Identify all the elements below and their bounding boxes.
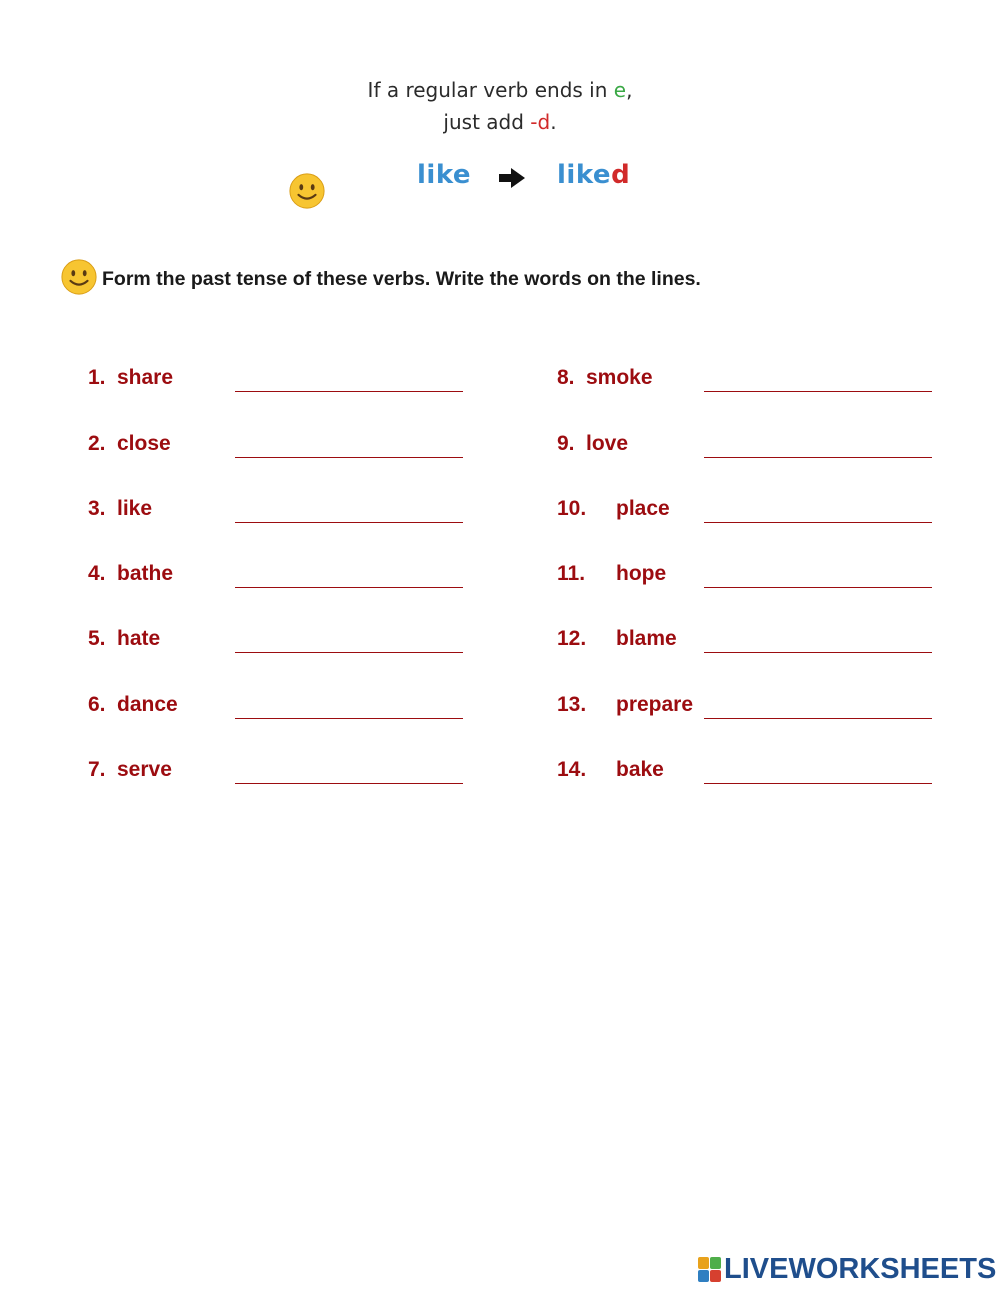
answer-line[interactable] bbox=[235, 718, 463, 719]
item-number: 7. bbox=[88, 758, 106, 781]
verb-item bbox=[88, 497, 468, 527]
item-verb: hope bbox=[616, 562, 667, 585]
verb-item bbox=[557, 693, 937, 723]
rule-line-1-suffix: , bbox=[626, 78, 633, 102]
answer-line[interactable] bbox=[235, 587, 463, 588]
item-verb: prepare bbox=[616, 693, 694, 716]
item-number: 4. bbox=[88, 562, 106, 585]
answer-line[interactable] bbox=[704, 391, 932, 392]
item-verb: love bbox=[586, 432, 629, 455]
answer-line[interactable] bbox=[235, 457, 463, 458]
verb-item bbox=[88, 627, 468, 657]
answer-line[interactable] bbox=[235, 522, 463, 523]
logo-text: LIVEWORKSHEETS bbox=[724, 1253, 997, 1285]
verb-item bbox=[88, 366, 468, 396]
rule-line-1-prefix: If a regular verb ends in bbox=[367, 78, 614, 102]
answer-line[interactable] bbox=[704, 522, 932, 523]
item-number: 9. bbox=[557, 432, 575, 455]
item-number: 13. bbox=[557, 693, 587, 716]
verb-item bbox=[557, 366, 937, 396]
rule-line-2-end: . bbox=[550, 110, 557, 134]
answer-line[interactable] bbox=[704, 783, 932, 784]
rule-line-2-prefix: just add bbox=[443, 110, 531, 134]
rule-line-1 bbox=[0, 74, 1000, 106]
item-number: 8. bbox=[557, 366, 575, 389]
logo-blocks-icon bbox=[698, 1257, 722, 1283]
item-number: 6. bbox=[88, 693, 106, 716]
verb-item bbox=[557, 562, 937, 592]
verb-item bbox=[88, 758, 468, 788]
item-number: 10. bbox=[557, 497, 587, 520]
verb-item bbox=[88, 432, 468, 462]
item-verb: dance bbox=[117, 693, 178, 716]
answer-line[interactable] bbox=[235, 652, 463, 653]
item-verb: like bbox=[117, 497, 153, 520]
verb-item bbox=[557, 758, 937, 788]
answer-line[interactable] bbox=[235, 391, 463, 392]
item-verb: bake bbox=[616, 758, 664, 781]
verb-item bbox=[557, 627, 937, 657]
item-verb: hate bbox=[117, 627, 161, 650]
answer-line[interactable] bbox=[235, 783, 463, 784]
item-verb: share bbox=[117, 366, 174, 389]
example-past-suffix: d bbox=[611, 160, 631, 190]
instruction-text: Form the past tense of these verbs. Write the words on the lines. bbox=[102, 268, 701, 290]
rule-line-2 bbox=[0, 106, 1000, 138]
rule-suffix-d: -d bbox=[530, 110, 551, 134]
verb-item bbox=[557, 432, 937, 462]
example-base-verb: like bbox=[417, 160, 472, 190]
example-past-verb bbox=[557, 160, 630, 190]
item-number: 3. bbox=[88, 497, 106, 520]
right-arrow-icon bbox=[497, 166, 527, 190]
answer-line[interactable] bbox=[704, 457, 932, 458]
verb-item bbox=[557, 497, 937, 527]
verb-item bbox=[88, 562, 468, 592]
item-verb: close bbox=[117, 432, 171, 455]
item-number: 12. bbox=[557, 627, 587, 650]
liveworksheets-logo[interactable] bbox=[698, 1253, 997, 1287]
item-number: 5. bbox=[88, 627, 106, 650]
item-verb: serve bbox=[117, 758, 172, 781]
example-past-stem: like bbox=[557, 160, 612, 190]
item-verb: bathe bbox=[117, 562, 174, 585]
rule-letter-e: e bbox=[613, 78, 627, 102]
item-number: 1. bbox=[88, 366, 106, 389]
answer-line[interactable] bbox=[704, 718, 932, 719]
item-number: 11. bbox=[557, 562, 586, 585]
slightly-smiling-face-icon bbox=[60, 258, 98, 296]
item-verb: place bbox=[616, 497, 670, 520]
item-verb: smoke bbox=[586, 366, 653, 389]
item-number: 2. bbox=[88, 432, 106, 455]
example-row bbox=[0, 160, 1000, 200]
item-verb: blame bbox=[616, 627, 677, 650]
verb-item bbox=[88, 693, 468, 723]
answer-line[interactable] bbox=[704, 652, 932, 653]
answer-line[interactable] bbox=[704, 587, 932, 588]
rule-text bbox=[0, 74, 1000, 138]
item-number: 14. bbox=[557, 758, 587, 781]
